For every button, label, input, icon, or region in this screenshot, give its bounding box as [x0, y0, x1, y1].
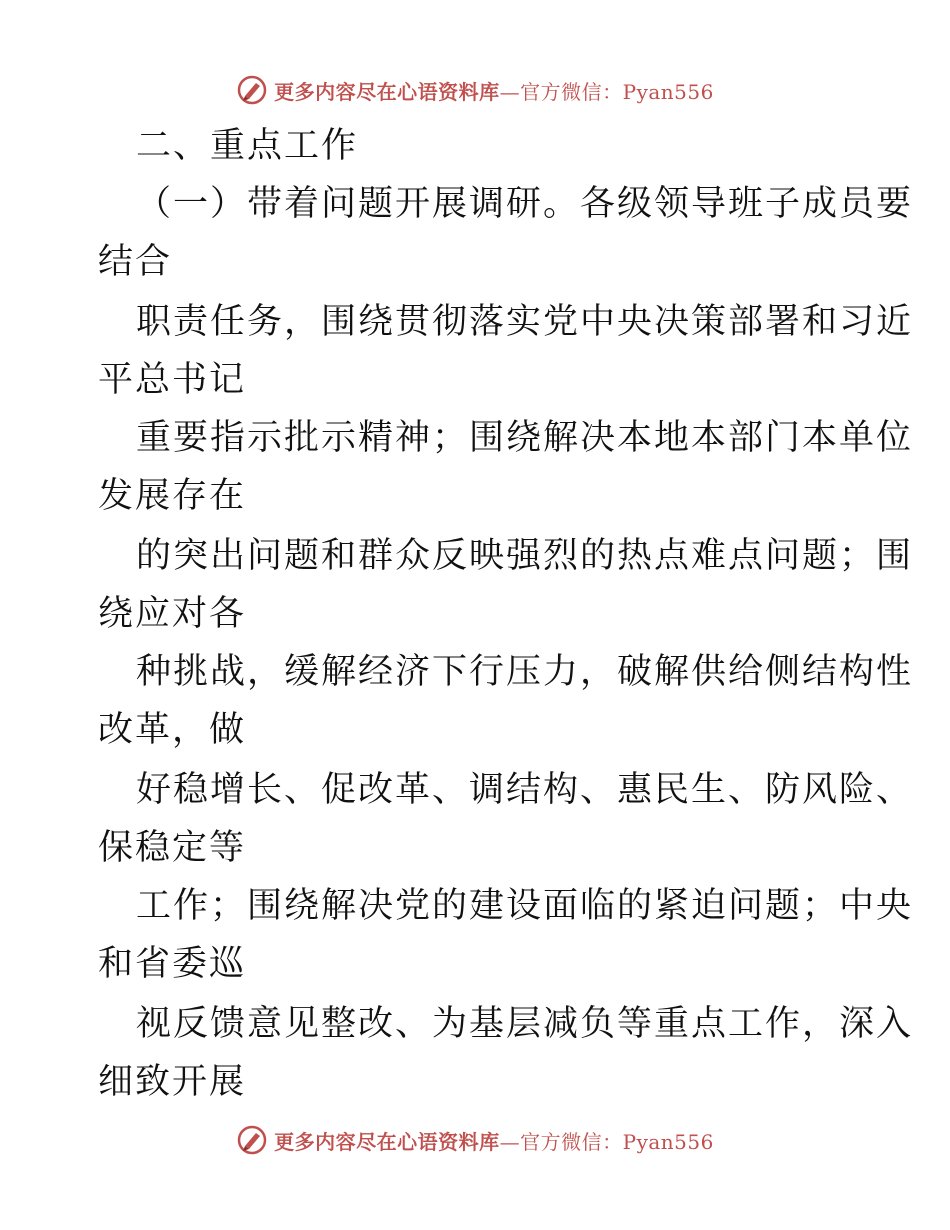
footer-banner-main: 更多内容尽在心语资料库	[274, 1129, 500, 1154]
paragraph-line: 改革，做	[98, 710, 247, 750]
paragraph-line: 绕应对各	[98, 594, 247, 634]
paragraph-line: 视反馈意见整改、为基层减负等重点工作，深入	[136, 1004, 914, 1044]
pen-logo-icon	[236, 74, 268, 106]
footer-banner-separator: —	[499, 1129, 521, 1154]
section-heading: 二、重点工作	[136, 126, 359, 166]
paragraph-line: 平总书记	[98, 360, 247, 400]
paragraph-line: 好稳增长、促改革、调结构、惠民生、防风险、	[136, 770, 914, 810]
pen-logo-icon	[236, 1124, 268, 1156]
header-banner-main: 更多内容尽在心语资料库	[274, 79, 500, 104]
header-banner-text	[274, 76, 714, 105]
paragraph-line: 发展存在	[98, 476, 247, 516]
paragraph-line: 结合	[98, 242, 173, 282]
paragraph-line: 保稳定等	[98, 828, 247, 868]
footer-watermark-banner	[0, 1120, 950, 1160]
paragraph-line: 种挑战，缓解经济下行压力，破解供给侧结构性	[136, 652, 914, 692]
footer-banner-text	[274, 1126, 714, 1155]
paragraph-line: 职责任务，围绕贯彻落实党中央决策部署和习近	[136, 302, 914, 342]
header-watermark-banner	[0, 70, 950, 110]
footer-banner-wechat: 官方微信：Pyan556	[520, 1129, 714, 1154]
paragraph-line: 重要指示批示精神；围绕解决本地本部门本单位	[136, 418, 914, 458]
paragraph-line: 的突出问题和群众反映强烈的热点难点问题；围	[136, 536, 914, 576]
header-banner-wechat: 官方微信：Pyan556	[520, 79, 714, 104]
paragraph-line: 细致开展	[98, 1062, 247, 1102]
paragraph-line: 和省委巡	[98, 944, 247, 984]
header-banner-separator: —	[499, 79, 521, 104]
paragraph-line: 工作；围绕解决党的建设面临的紧迫问题；中央	[136, 886, 914, 926]
paragraph-line: （一）带着问题开展调研。各级领导班子成员要	[136, 184, 914, 224]
